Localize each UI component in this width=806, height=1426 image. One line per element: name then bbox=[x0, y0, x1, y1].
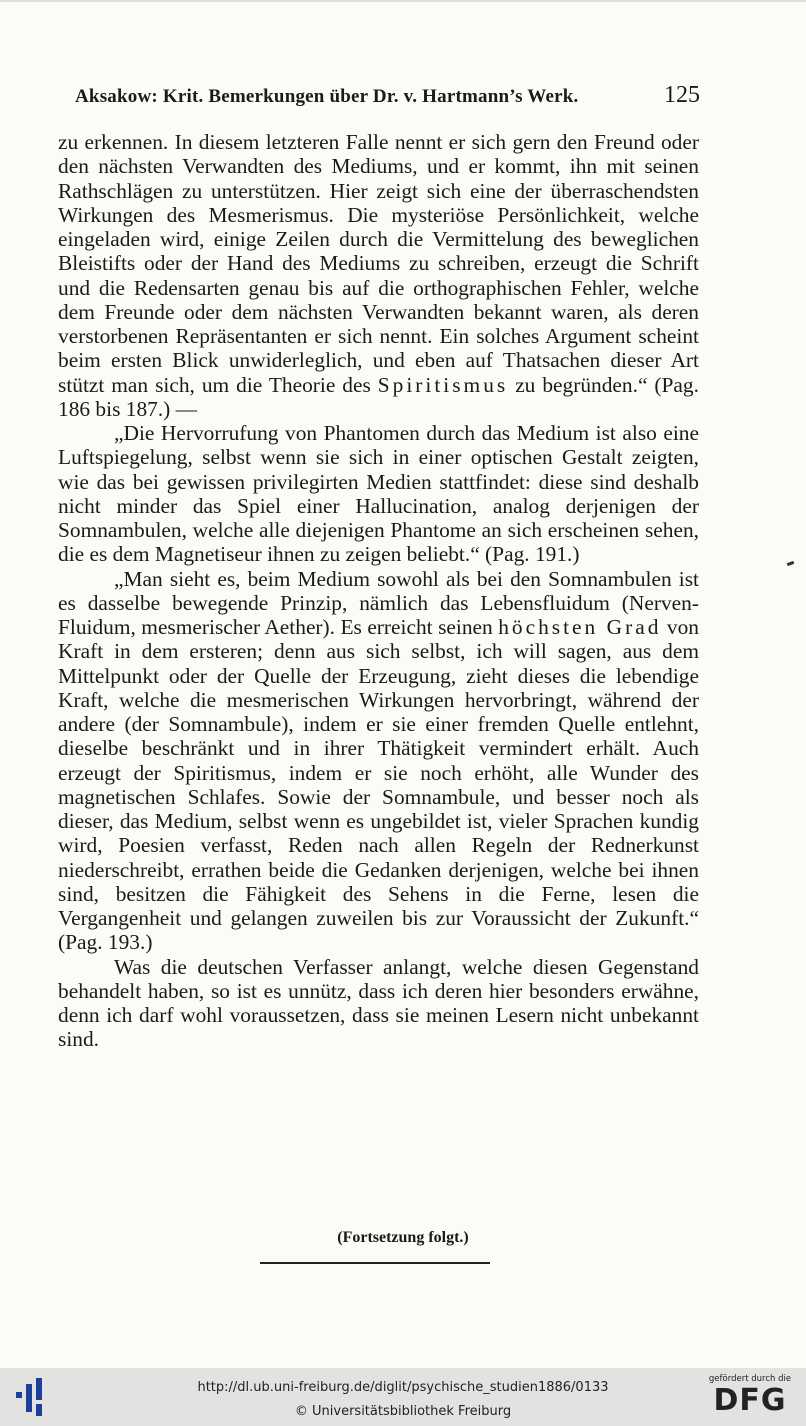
continuation-note: (Fortsetzung folgt.) bbox=[337, 1229, 469, 1246]
margin-mark bbox=[787, 561, 795, 566]
paragraph-2: „Die Hervorrufung von Phantomen durch das Medium ist also eine Luftspiegelung, selbst wenn sie sich in einer optischen Gestalt zeigten, wie das bei gewissen privilegirten Medien stattfindet: diese sind deshalb nicht minder das Spiel einer Hallucination, analog derjenigen der Somnambulen, welche alle diejenigen Phantome an sich erscheinen sehen, die es dem Magnetiseur ihnen zu zeigen beliebt.“ (Pag. 191.) bbox=[58, 421, 699, 567]
page-number: 125 bbox=[664, 82, 700, 108]
paragraph-1-text: zu erkennen. In diesem letzteren Falle nennt er sich gern den Freund oder den nächsten Verwandten des Mediums, und er kommt, ihn mit seinen Rathschlägen zu unterstützen. Hier zeigt sich eine der überraschendsten Wirkungen des Mesmerismus. Die mysteriöse Persönlichkeit, welche eingeladen wird, einige Zeilen durch die Vermittelung des beweglichen Bleistifts oder der Hand des Mediums zu schreiben, erzeugt die Schrift und die Redensarten genau bis auf die orthographischen Fehler, welche dem Freunde oder dem nächsten Verwandten bekannt waren, als deren verstorbenen Repräsentanten er sich nennt. Ein solches Argument scheint beim ersten Blick unwiderleglich, und eben auf Thatsachen dieser Art stützt man sich, um die Theorie des bbox=[58, 130, 699, 397]
running-title: Aksakow: Krit. Bemerkungen über Dr. v. Hartmann’s Werk. bbox=[75, 86, 579, 107]
dfg-logo-text: DFG bbox=[713, 1383, 787, 1418]
emphasis-hoechsten-grad: höchsten Grad bbox=[498, 615, 662, 639]
paragraph-1 bbox=[58, 130, 699, 421]
paragraph-3-end: von Kraft in dem ersteren; denn aus sich selbst, ich will sagen, aus dem Mittelpunkt oder der Quelle der Erzeugung, zieht dieses die lebendige Kraft, welche die mesmerischen Wirkungen hervorbringt, während der andere (der Somnambule), indem er sie einer fremden Quelle entlehnt, dieselbe beschränkt und in ihrer Thätigkeit vermindert erhält. Auch erzeugt der Spiritismus, indem er sie noch erhöht, alle Wunder des magnetischen Schlafes. Sowie der Somnambule, und besser noch als dieser, das Medium, selbst wenn es ungebildet ist, vieler Sprachen kundig wird, Poesien verfasst, Reden nach allen Regeln der Rednerkunst niederschreibt, errathen beide die Gedanken derjenigen, welche bei ihnen sind, besitzen die Fähigkeit des Sehens in die Ferne, lesen die Vergangenheit und gelangen zuweilen bis zur Voraussicht der Zukunft.“ (Pag. 193.) bbox=[58, 615, 699, 955]
paragraph-1-end: zu begründen.“ (Pag. 186 bis 187.) — bbox=[58, 372, 699, 421]
top-rule bbox=[0, 0, 806, 2]
dfg-logo[interactable] bbox=[708, 1374, 792, 1422]
page-header bbox=[75, 82, 700, 114]
end-rule bbox=[260, 1262, 490, 1264]
dfg-caption: gefördert durch die bbox=[708, 1374, 792, 1384]
paragraph-3 bbox=[58, 567, 699, 955]
permalink-url[interactable]: http://dl.ub.uni-freiburg.de/diglit/psychische_studien1886/0133 bbox=[197, 1380, 609, 1395]
body-text bbox=[58, 130, 699, 1052]
viewer-footer bbox=[0, 1368, 806, 1426]
paragraph-4: Was die deutschen Verfasser anlangt, welche diesen Gegenstand behandelt haben, so ist es unnütz, dass ich deren hier besonders erwähne, denn ich darf wohl voraussetzen, dass sie meinen Lesern nicht unbekannt sind. bbox=[58, 954, 699, 1052]
paragraph-3-start: „Man sieht es, beim Medium sowohl als bei den Somnambulen ist es dasselbe bewegende Prinzip, nämlich das Lebensfluidum (Nerven-Fluidum, mesmerischer Aether). Es erreicht seinen bbox=[58, 566, 699, 639]
copyright-notice: © Universitätsbibliothek Freiburg bbox=[294, 1404, 512, 1419]
emphasis-spiritismus: Spiritismus bbox=[377, 372, 509, 397]
